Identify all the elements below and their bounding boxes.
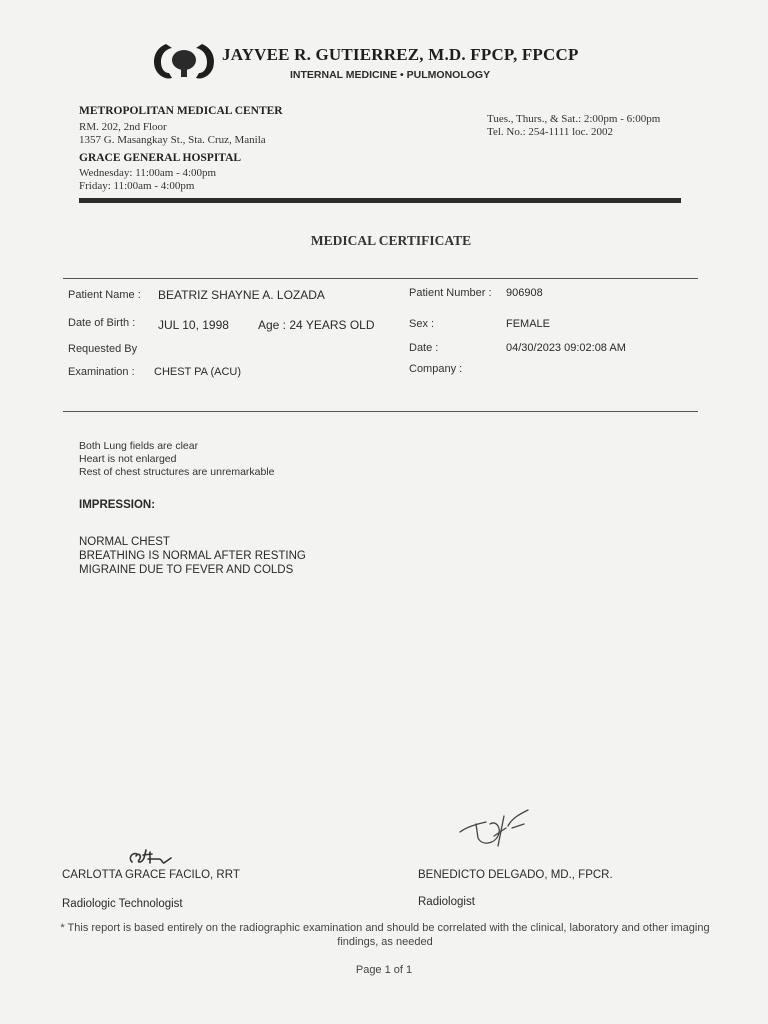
impression-heading: IMPRESSION: [79, 499, 156, 511]
disclaimer-note: * This report is based entirely on the radiographic examination and should be correlated with the clinical, laboratory and other imaging findings, as needed [60, 922, 710, 948]
header-divider [79, 198, 681, 203]
examination-label: Examination : [68, 366, 135, 378]
technologist-signature [126, 844, 174, 868]
clinic-address-line: 1357 G. Masangkay St., Sta. Cruz, Manila [79, 134, 266, 146]
clinic-name: GRACE GENERAL HOSPITAL [79, 152, 242, 164]
document-title: MEDICAL CERTIFICATE [310, 233, 472, 248]
radiologist-role: Radiologist [418, 896, 475, 908]
technologist-role: Radiologic Technologist [62, 898, 183, 910]
impression-line: MIGRAINE DUE TO FEVER AND COLDS [79, 564, 294, 576]
radiologist-signature [454, 806, 534, 852]
radiologist-name: BENEDICTO DELGADO, MD., FPCR. [418, 869, 613, 881]
sex-value: FEMALE [506, 318, 551, 330]
clinic-schedule: Wednesday: 11:00am - 4:00pm [79, 167, 217, 179]
dob-value: JUL 10, 1998 [158, 318, 229, 332]
patient-number-label: Patient Number : [409, 287, 492, 299]
company-label: Company : [409, 363, 463, 375]
impression-line: BREATHING IS NORMAL AFTER RESTING [79, 550, 306, 562]
doctor-specialty: INTERNAL MEDICINE • PULMONOLOGY [290, 69, 491, 81]
date-label: Date : [409, 342, 439, 354]
section-divider [63, 278, 698, 279]
clinic-address-line: RM. 202, 2nd Floor [79, 121, 167, 133]
finding-line: Rest of chest structures are unremarkable [79, 466, 275, 478]
clinic-schedule: Tues., Thurs., & Sat.: 2:00pm - 6:00pm [487, 113, 661, 125]
patient-name-value: BEATRIZ SHAYNE A. LOZADA [158, 288, 325, 302]
requested-by-label: Requested By [68, 343, 138, 355]
section-divider [63, 411, 698, 412]
examination-value: CHEST PA (ACU) [154, 366, 241, 378]
patient-name-label: Patient Name : [68, 289, 141, 301]
clinic-name: METROPOLITAN MEDICAL CENTER [79, 105, 283, 117]
sex-label: Sex : [409, 318, 435, 330]
finding-line: Both Lung fields are clear [79, 440, 199, 452]
age-value: Age : 24 YEARS OLD [258, 318, 375, 332]
page-number: Page 1 of 1 [355, 964, 413, 976]
lungs-logo-icon [152, 40, 216, 82]
clinic-schedule: Friday: 11:00am - 4:00pm [79, 180, 195, 192]
dob-label: Date of Birth : [68, 317, 136, 329]
patient-number-value: 906908 [506, 287, 543, 299]
date-value: 04/30/2023 09:02:08 AM [506, 342, 626, 354]
finding-line: Heart is not enlarged [79, 453, 177, 465]
impression-line: NORMAL CHEST [79, 536, 170, 548]
doctor-name: JAYVEE R. GUTIERREZ, M.D. FPCP, FPCCP [222, 45, 579, 64]
clinic-phone: Tel. No.: 254-1111 loc. 2002 [487, 126, 614, 138]
technologist-name: CARLOTTA GRACE FACILO, RRT [62, 869, 240, 881]
